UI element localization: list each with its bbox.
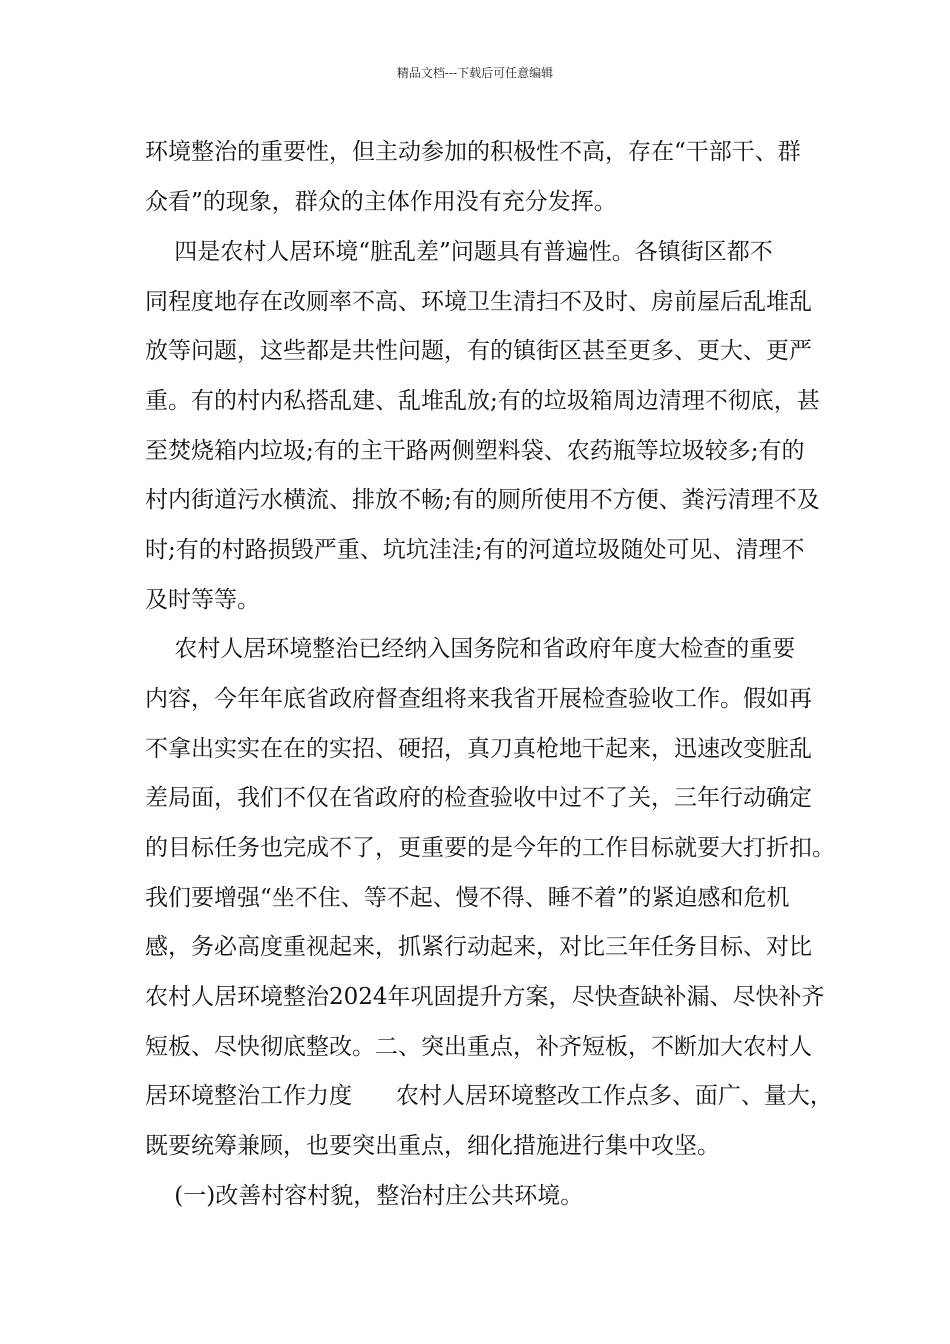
text-line: 农村人居环境整治2024年巩固提升方案，尽快查缺补漏、尽快补齐 <box>145 984 825 1010</box>
text-line: 至焚烧箱内垃圾;有的主干路两侧塑料袋、农药瓶等垃圾较多;有的 <box>145 438 805 464</box>
text-line: 的目标任务也完成不了，更重要的是今年的工作目标就要大打折扣。 <box>145 835 835 861</box>
text-line: 居环境整治工作力度 农村人居环境整改工作点多、面广、量大， <box>145 1083 833 1109</box>
text-line: 内容，今年年底省政府督查组将来我省开展检查验收工作。假如再 <box>145 686 812 712</box>
text-line: 重。有的村内私搭乱建、乱堆乱放;有的垃圾箱周边清理不彻底，甚 <box>145 388 820 414</box>
text-line: 及时等等。 <box>145 587 260 613</box>
page-header: 精品文档---下载后可任意编辑 <box>396 66 554 80</box>
text-line: 短板、尽快彻底整改。二、突出重点，补齐短板，不断加大农村人 <box>145 1034 812 1060</box>
text-line: 环境整治的重要性，但主动参加的积极性不高，存在“干部干、群 <box>145 139 801 165</box>
text-line: 既要统筹兼顾，也要突出重点，细化措施进行集中攻坚。 <box>145 1133 720 1159</box>
text-line: 村内街道污水横流、排放不畅;有的厕所使用不方便、粪污清理不及 <box>145 487 820 513</box>
text-line: 感，务必高度重视起来，抓紧行动起来，对比三年任务目标、对比 <box>145 934 812 960</box>
section-heading: (一)改善村容村貌，整治村庄公共环境。 <box>145 1183 584 1209</box>
text-line: 差局面，我们不仅在省政府的检查验收中过不了关，三年行动确定 <box>145 785 812 811</box>
text-line: 不拿出实实在在的实招、硬招，真刀真枪地干起来，迅速改变脏乱 <box>145 736 812 762</box>
text-line: 放等问题，这些都是共性问题，有的镇街区甚至更多、更大、更严 <box>145 338 812 364</box>
text-line: 时;有的村路损毁严重、坑坑洼洼;有的河道垃圾随处可见、清理不 <box>145 537 805 563</box>
text-line: 众看”的现象，群众的主体作用没有充分发挥。 <box>145 189 617 215</box>
text-line: 同程度地存在改厕率不高、环境卫生清扫不及时、房前屋后乱堆乱 <box>145 289 812 315</box>
text-line: 我们要增强“坐不住、等不起、慢不得、睡不着”的紧迫感和危机 <box>145 885 790 911</box>
paragraph-start-line: 农村人居环境整治已经纳入国务院和省政府年度大检查的重要 <box>145 636 796 662</box>
paragraph-start-line: 四是农村人居环境“脏乱差”问题具有普遍性。各镇街区都不 <box>145 239 773 265</box>
